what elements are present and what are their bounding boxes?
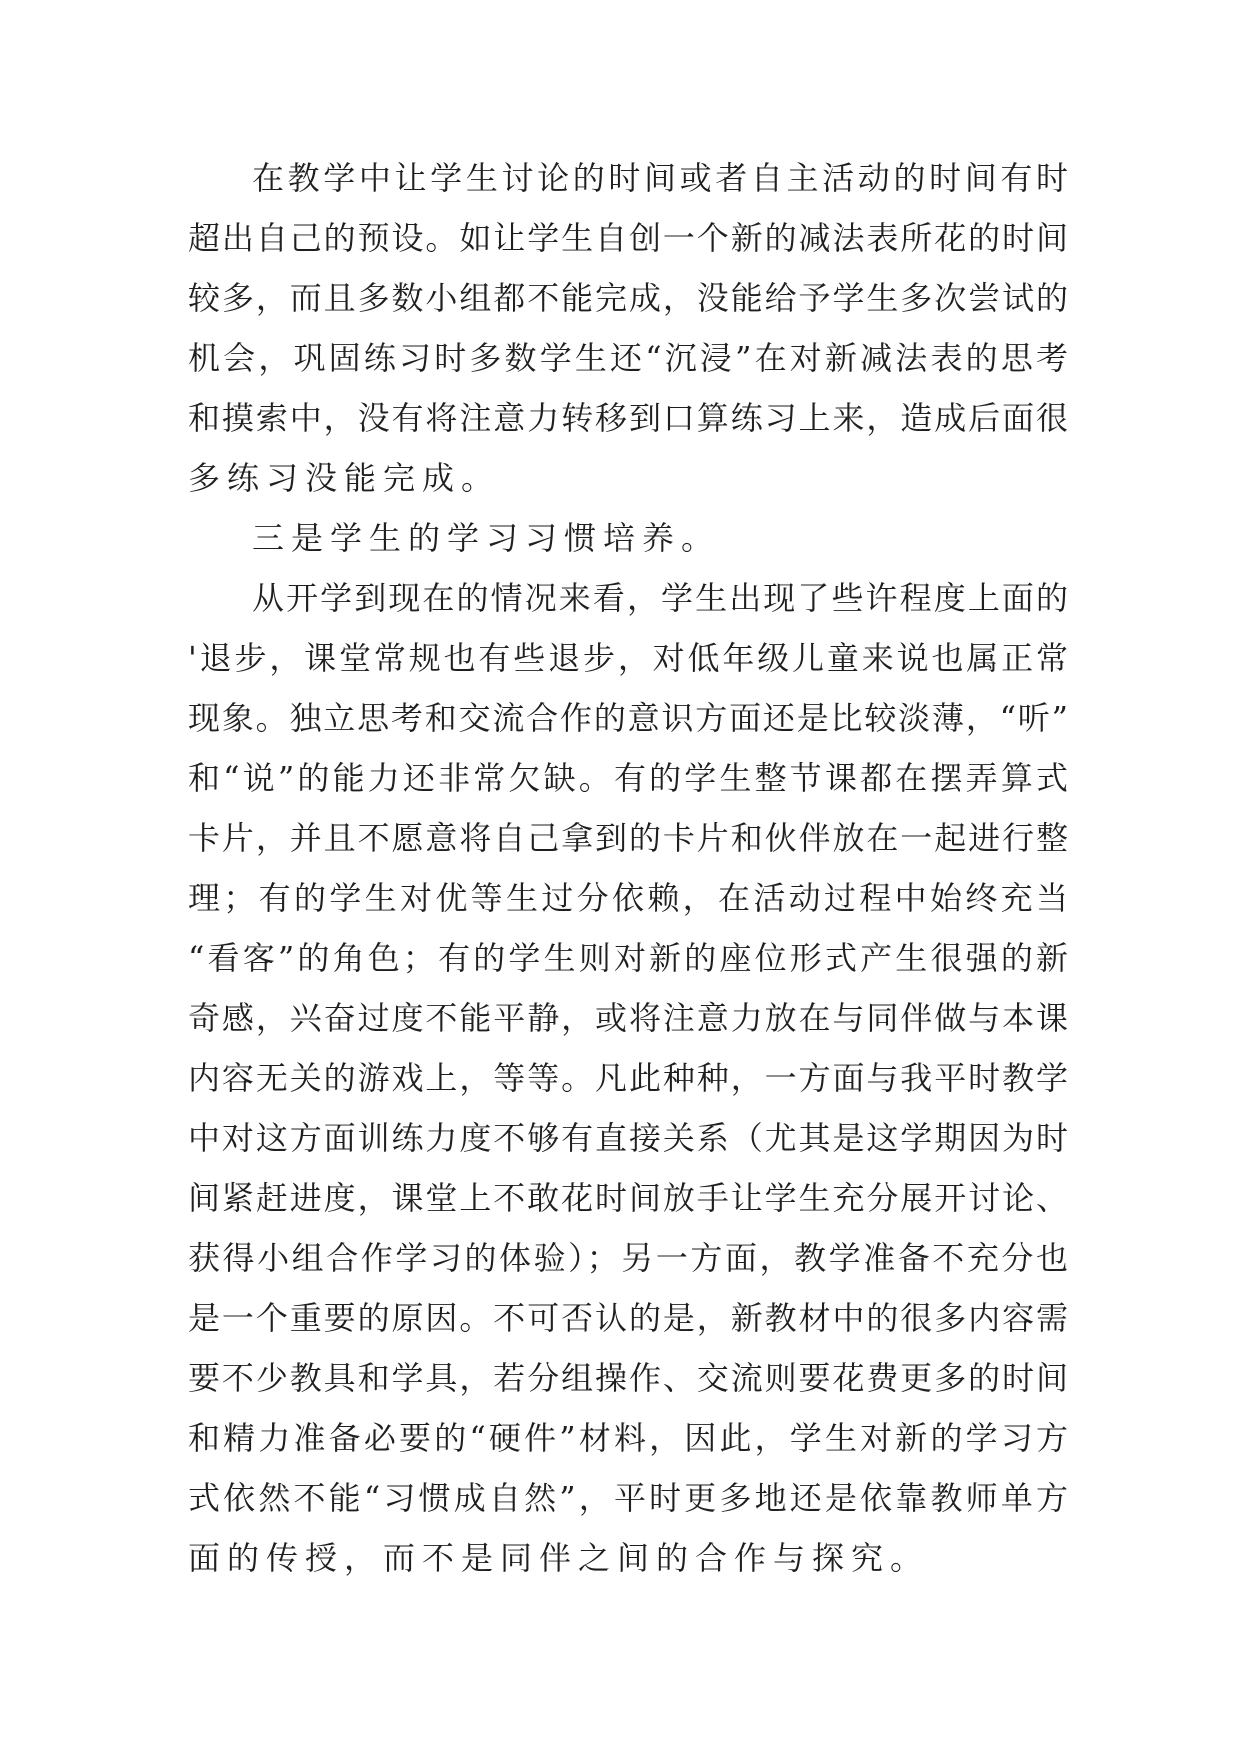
text-line: 和摸索中，没有将注意力转移到口算练习上来，造成后面很 <box>188 399 1068 437</box>
text-line: 多练习没能完成。 <box>188 459 501 497</box>
text-line: 面的传授，而不是同伴之间的合作与探究。 <box>188 1539 930 1577</box>
text-line: 式依然不能“习惯成自然”，平时更多地还是依靠教师单方 <box>188 1479 1068 1517</box>
text-line: 卡片，并且不愿意将自己拿到的卡片和伙伴放在一起进行整 <box>188 819 1068 857</box>
body-text <box>188 148 1068 1588</box>
text-line: 理；有的学生对优等生过分依赖，在活动过程中始终充当 <box>188 879 1068 917</box>
text-line: “看客”的角色；有的学生则对新的座位形式产生很强的新 <box>188 939 1068 977</box>
text-line: '退步，课堂常规也有些退步，对低年级儿童来说也属正常 <box>188 639 1068 677</box>
text-line: 要不少教具和学具，若分组操作、交流则要花费更多的时间 <box>188 1359 1068 1397</box>
text-line: 间紧赶进度，课堂上不敢花时间放手让学生充分展开讨论、 <box>188 1179 1068 1217</box>
text-line: 和“说”的能力还非常欠缺。有的学生整节课都在摆弄算式 <box>188 759 1068 797</box>
text-line: 从开学到现在的情况来看，学生出现了些许程度上面的 <box>252 579 1068 617</box>
text-line: 三是学生的学习习惯培养。 <box>252 519 721 557</box>
text-line: 中对这方面训练力度不够有直接关系（尤其是这学期因为时 <box>188 1119 1068 1157</box>
text-line: 较多，而且多数小组都不能完成，没能给予学生多次尝试的 <box>188 279 1068 317</box>
text-line: 现象。独立思考和交流合作的意识方面还是比较淡薄，“听” <box>188 699 1068 737</box>
text-line: 内容无关的游戏上，等等。凡此种种，一方面与我平时教学 <box>188 1059 1068 1097</box>
text-line: 是一个重要的原因。不可否认的是，新教材中的很多内容需 <box>188 1299 1068 1337</box>
text-line: 超出自己的预设。如让学生自创一个新的减法表所花的时间 <box>188 219 1068 257</box>
text-line: 机会，巩固练习时多数学生还“沉浸”在对新减法表的思考 <box>188 339 1068 377</box>
text-line: 在教学中让学生讨论的时间或者自主活动的时间有时 <box>252 159 1068 197</box>
text-line: 获得小组合作学习的体验）；另一方面，教学准备不充分也 <box>188 1239 1068 1277</box>
text-line: 和精力准备必要的“硬件”材料，因此，学生对新的学习方 <box>188 1419 1068 1457</box>
text-line: 奇感，兴奋过度不能平静，或将注意力放在与同伴做与本课 <box>188 999 1068 1037</box>
